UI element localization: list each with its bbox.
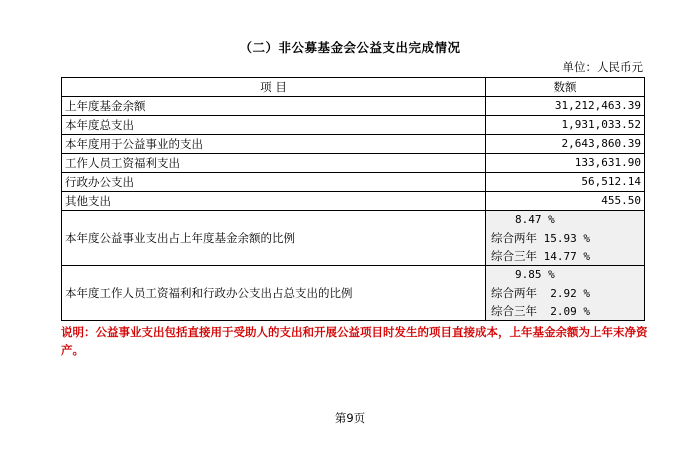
three-year-label: 综合三年 bbox=[491, 249, 537, 263]
row-label: 工作人员工资福利支出 bbox=[62, 154, 486, 173]
ratio-row bbox=[62, 266, 645, 321]
table-row bbox=[62, 154, 645, 173]
header-item: 项 目 bbox=[62, 78, 486, 97]
ratio-row-label: 本年度工作人员工资福利和行政办公支出占总支出的比例 bbox=[62, 266, 486, 321]
section-title: （二）非公募基金会公益支出完成情况 bbox=[239, 40, 461, 55]
two-year-value: 15.93 % bbox=[543, 232, 590, 245]
ratio-values bbox=[486, 211, 645, 266]
currency-unit-label: 单位：人民币元 bbox=[562, 60, 643, 74]
row-value: 133,631.90 bbox=[486, 154, 645, 173]
ratio-row bbox=[62, 211, 645, 266]
table-row bbox=[62, 135, 645, 154]
row-label: 行政办公支出 bbox=[62, 173, 486, 192]
two-year-label: 综合两年 bbox=[491, 286, 537, 300]
header-value: 数额 bbox=[486, 78, 645, 97]
row-value: 455.50 bbox=[486, 192, 645, 211]
three-year-label: 综合三年 bbox=[491, 304, 537, 318]
ratio-values bbox=[486, 266, 645, 321]
table-row bbox=[62, 192, 645, 211]
ratio-two-year bbox=[489, 284, 641, 302]
table-row bbox=[62, 173, 645, 192]
ratio-two-year bbox=[489, 229, 641, 247]
two-year-value: 2.92 % bbox=[550, 287, 590, 300]
two-year-label: 综合两年 bbox=[491, 231, 537, 245]
row-label: 本年度用于公益事业的支出 bbox=[62, 135, 486, 154]
row-label: 上年度基金余额 bbox=[62, 97, 486, 116]
row-label: 本年度总支出 bbox=[62, 116, 486, 135]
ratio-current: 8.47 % bbox=[515, 213, 555, 226]
row-value: 2,643,860.39 bbox=[486, 135, 645, 154]
page-number: 第9页 bbox=[334, 411, 366, 425]
ratio-row-label: 本年度公益事业支出占上年度基金余额的比例 bbox=[62, 211, 486, 266]
row-value: 56,512.14 bbox=[486, 173, 645, 192]
three-year-value: 14.77 % bbox=[543, 250, 590, 263]
table-header-row bbox=[62, 78, 645, 97]
row-value: 31,212,463.39 bbox=[486, 97, 645, 116]
row-value: 1,931,033.52 bbox=[486, 116, 645, 135]
explanatory-note: 说明：公益事业支出包括直接用于受助人的支出和开展公益项目时发生的项目直接成本，上年基金余额为上年末净资产。 bbox=[61, 325, 648, 357]
ratio-three-year bbox=[489, 247, 641, 265]
table-row bbox=[62, 116, 645, 135]
table-row bbox=[62, 97, 645, 116]
three-year-value: 2.09 % bbox=[550, 305, 590, 318]
ratio-three-year bbox=[489, 302, 641, 320]
row-label: 其他支出 bbox=[62, 192, 486, 211]
expenditure-table bbox=[61, 77, 645, 321]
ratio-current: 9.85 % bbox=[515, 268, 555, 281]
